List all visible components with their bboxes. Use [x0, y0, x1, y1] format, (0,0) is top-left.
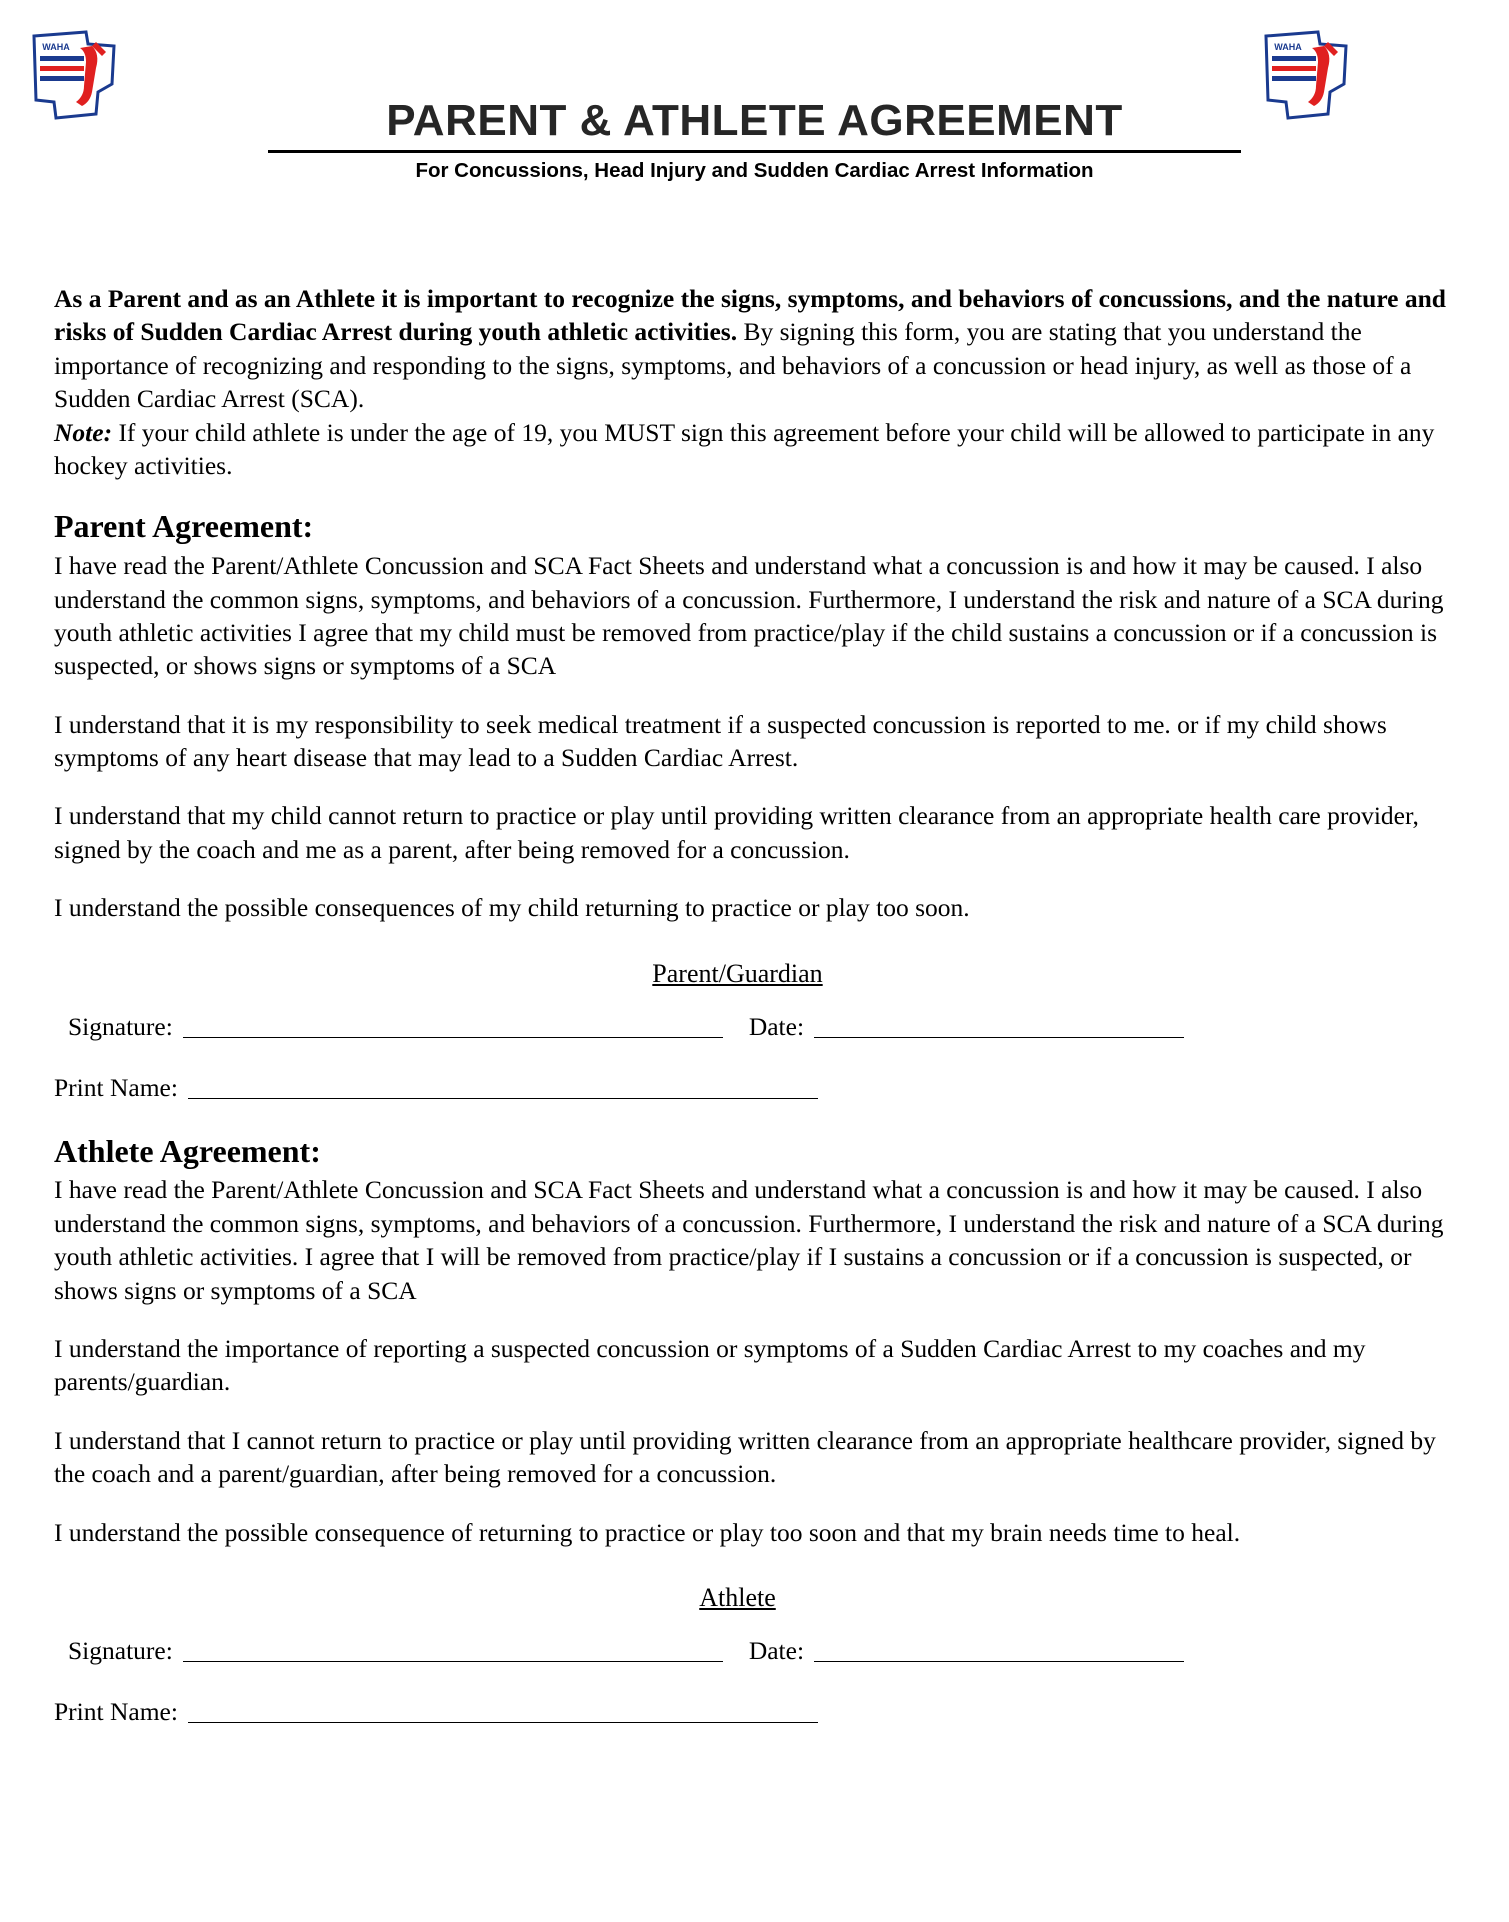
parent-paragraph-3: I understand that my child cannot return to practice or play until providing written clearance from an appropriate health care provider, signed by the coach and me as a parent, after being removed for a concussion. — [54, 801, 1419, 864]
parent-print-label: Print Name: — [54, 1072, 178, 1102]
parent-signature-label: Signature: — [68, 1011, 173, 1041]
athlete-print-input[interactable] — [188, 1696, 818, 1723]
athlete-signature-row — [54, 1635, 1461, 1666]
waha-logo-right-text: WAHA — [1274, 42, 1302, 52]
waha-logo-left-text: WAHA — [42, 42, 70, 52]
parent-signature-row — [54, 1011, 1461, 1042]
parent-signature-heading: Parent/Guardian — [652, 958, 823, 988]
parent-signature-block — [54, 959, 1461, 1103]
athlete-signature-input[interactable] — [183, 1635, 723, 1662]
note-paragraph — [54, 416, 1461, 483]
athlete-paragraph-1: I have read the Parent/Athlete Concussion and SCA Fact Sheets and understand what a concussion is and how it may be caused. I also understand the common signs, symptoms, and behaviors of a concussion. Furthermore, I understand the risk and nature of a SCA during youth athletic activities. I agree that I will be removed from practice/play if I sustains a concussion or if a concussion is suspected, or shows signs or symptoms of a SCA — [54, 1175, 1444, 1305]
parent-paragraph-1: I have read the Parent/Athlete Concussion and SCA Fact Sheets and understand what a concussion is and how it may be caused. I also understand the common signs, symptoms, and behaviors of a concussion. Furthermore, I understand the risk and nature of a SCA during youth athletic activities I agree that my child must be removed from practice/play if the child sustains a concussion or if a concussion is suspected, or shows signs or symptoms of a SCA — [54, 551, 1444, 681]
athlete-paragraph-2: I understand the importance of reporting a suspected concussion or symptoms of a Sudden Cardiac Arrest to my coaches and my parents/guardian. — [54, 1334, 1366, 1397]
parent-agreement-heading: Parent Agreement: — [54, 508, 314, 545]
athlete-date-input[interactable] — [814, 1635, 1184, 1662]
page-title: PARENT & ATHLETE AGREEMENT — [386, 96, 1123, 145]
document-header — [0, 0, 1509, 210]
note-label: Note: — [54, 417, 113, 447]
athlete-signature-block — [54, 1583, 1461, 1727]
intro-bold-lead: As a Parent and as an Athlete it is important to recognize the signs, symptoms, and behaviors of concussions, and the nature and risks of Sudden Cardiac Arrest during youth athletic activities. — [54, 284, 1446, 347]
parent-print-row — [54, 1072, 1461, 1103]
athlete-signature-heading: Athlete — [699, 1582, 776, 1612]
parent-paragraph-4: I understand the possible consequences of my child returning to practice or play too soon. — [54, 893, 970, 923]
intro-rest: By signing this form, you are stating that you understand the importance of recognizing and responding to the signs, symptoms, and behaviors of a concussion or head injury, as well as those of a Sudden Cardiac Arrest (SCA). — [54, 317, 1412, 414]
athlete-date-label: Date: — [748, 1635, 805, 1665]
parent-date-label: Date: — [748, 1011, 805, 1041]
athlete-agreement-heading: Athlete Agreement: — [54, 1132, 321, 1169]
parent-paragraph-2: I understand that it is my responsibility to seek medical treatment if a suspected concussion is reported to me. or if my child shows symptoms of any heart disease that may lead to a Sudden Cardiac Arrest. — [54, 709, 1387, 773]
athlete-print-label: Print Name: — [54, 1696, 178, 1726]
intro-paragraph — [54, 282, 1461, 416]
title-block — [268, 98, 1241, 184]
note-text: If your child athlete is under the age of 19, you MUST sign this agreement before your child will be allowed to participate in any hockey activities. — [54, 417, 1435, 480]
athlete-signature-label: Signature: — [68, 1635, 173, 1665]
parent-date-input[interactable] — [814, 1011, 1184, 1038]
athlete-print-row — [54, 1696, 1461, 1727]
title-divider — [268, 150, 1241, 153]
athlete-paragraph-4: I understand the possible consequence of returning to practice or play too soon and that my brain needs time to heal. — [54, 1517, 1241, 1547]
parent-print-input[interactable] — [188, 1072, 818, 1099]
waha-logo-right — [1258, 22, 1354, 130]
document-body — [54, 282, 1461, 1757]
waha-logo-left — [26, 22, 122, 130]
page-subtitle: For Concussions, Head Injury and Sudden Cardiac Arrest Information — [415, 159, 1094, 183]
parent-signature-input[interactable] — [183, 1011, 723, 1038]
athlete-paragraph-3: I understand that I cannot return to practice or play until providing written clearance from an appropriate healthcare provider, signed by the coach and a parent/guardian, after being removed for a concussion. — [54, 1425, 1436, 1489]
